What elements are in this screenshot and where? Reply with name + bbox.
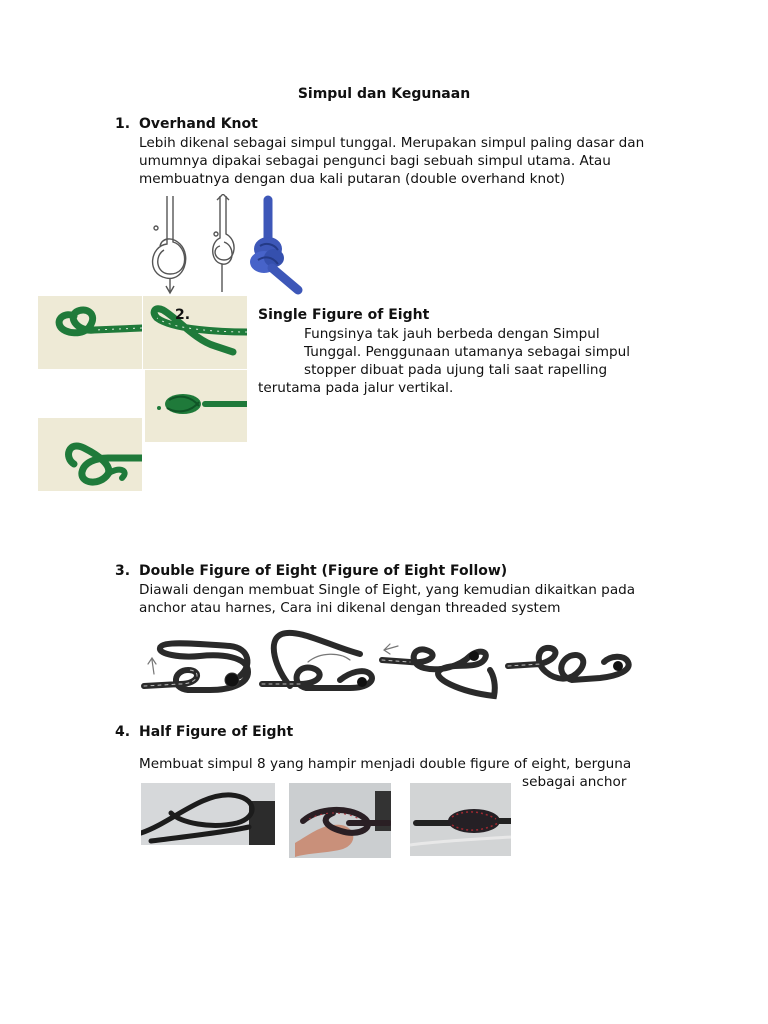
section-4-number: 4. [115, 724, 131, 740]
overhand-step-2-drawing [213, 194, 234, 292]
section-2-line-2: Tunggal. Penggunaan utamanya sebagai simpul [304, 344, 630, 360]
section-3-line-2: anchor atau harnes, Cara ini dikenal dengan threaded system [139, 600, 561, 616]
section-1-number: 1. [115, 116, 131, 132]
section-3-number: 3. [115, 563, 131, 579]
section-2-line-3: stopper dibuat pada ujung tali saat rapelling [304, 362, 608, 378]
double-eight-step-1-drawing [144, 643, 248, 690]
half-eight-photo-3 [410, 783, 511, 856]
section-4-line-2: sebagai anchor [522, 774, 627, 790]
half-eight-photo-2 [289, 783, 391, 858]
figure-eight-photo-3 [145, 370, 247, 442]
double-figure-eight-illustration [140, 626, 636, 702]
section-1-line-1: Lebih dikenal sebagai simpul tunggal. Merupakan simpul paling dasar dan [139, 135, 645, 151]
section-4-line-1: Membuat simpul 8 yang hampir menjadi double figure of eight, berguna [139, 756, 632, 772]
section-3-line-1: Diawali dengan membuat Single of Eight, yang kemudian dikaitkan pada [139, 582, 636, 598]
half-eight-photo-1 [141, 783, 275, 845]
double-eight-step-2-drawing [262, 633, 372, 688]
page-title: Simpul dan Kegunaan [297, 86, 471, 102]
figure-eight-photo-1 [38, 296, 142, 369]
section-3-heading: Double Figure of Eight (Figure of Eight Follow) [139, 563, 508, 579]
figure-eight-photo-4 [38, 418, 142, 491]
section-1-line-3: membuatnya dengan dua kali putaran (double overhand knot) [139, 171, 566, 187]
overhand-knot-illustration [140, 194, 310, 296]
section-1-line-2: umumnya dipakai sebagai pengunci bagi sebuah simpul utama. Atau [139, 153, 611, 169]
section-1-heading: Overhand Knot [139, 116, 258, 132]
section-2-number: 2. [175, 307, 191, 323]
section-2-line-4: terutama pada jalur vertikal. [258, 380, 454, 396]
figure-eight-photo-2 [143, 296, 247, 369]
blue-rope-photo [250, 200, 298, 290]
section-4-heading: Half Figure of Eight [139, 724, 294, 740]
section-2-heading: Single Figure of Eight [258, 307, 430, 323]
double-eight-step-3-drawing [382, 644, 495, 696]
section-2-line-1: Fungsinya tak jauh berbeda dengan Simpul [304, 326, 600, 342]
overhand-step-1-drawing [153, 196, 186, 293]
double-eight-step-4-drawing [508, 648, 629, 680]
